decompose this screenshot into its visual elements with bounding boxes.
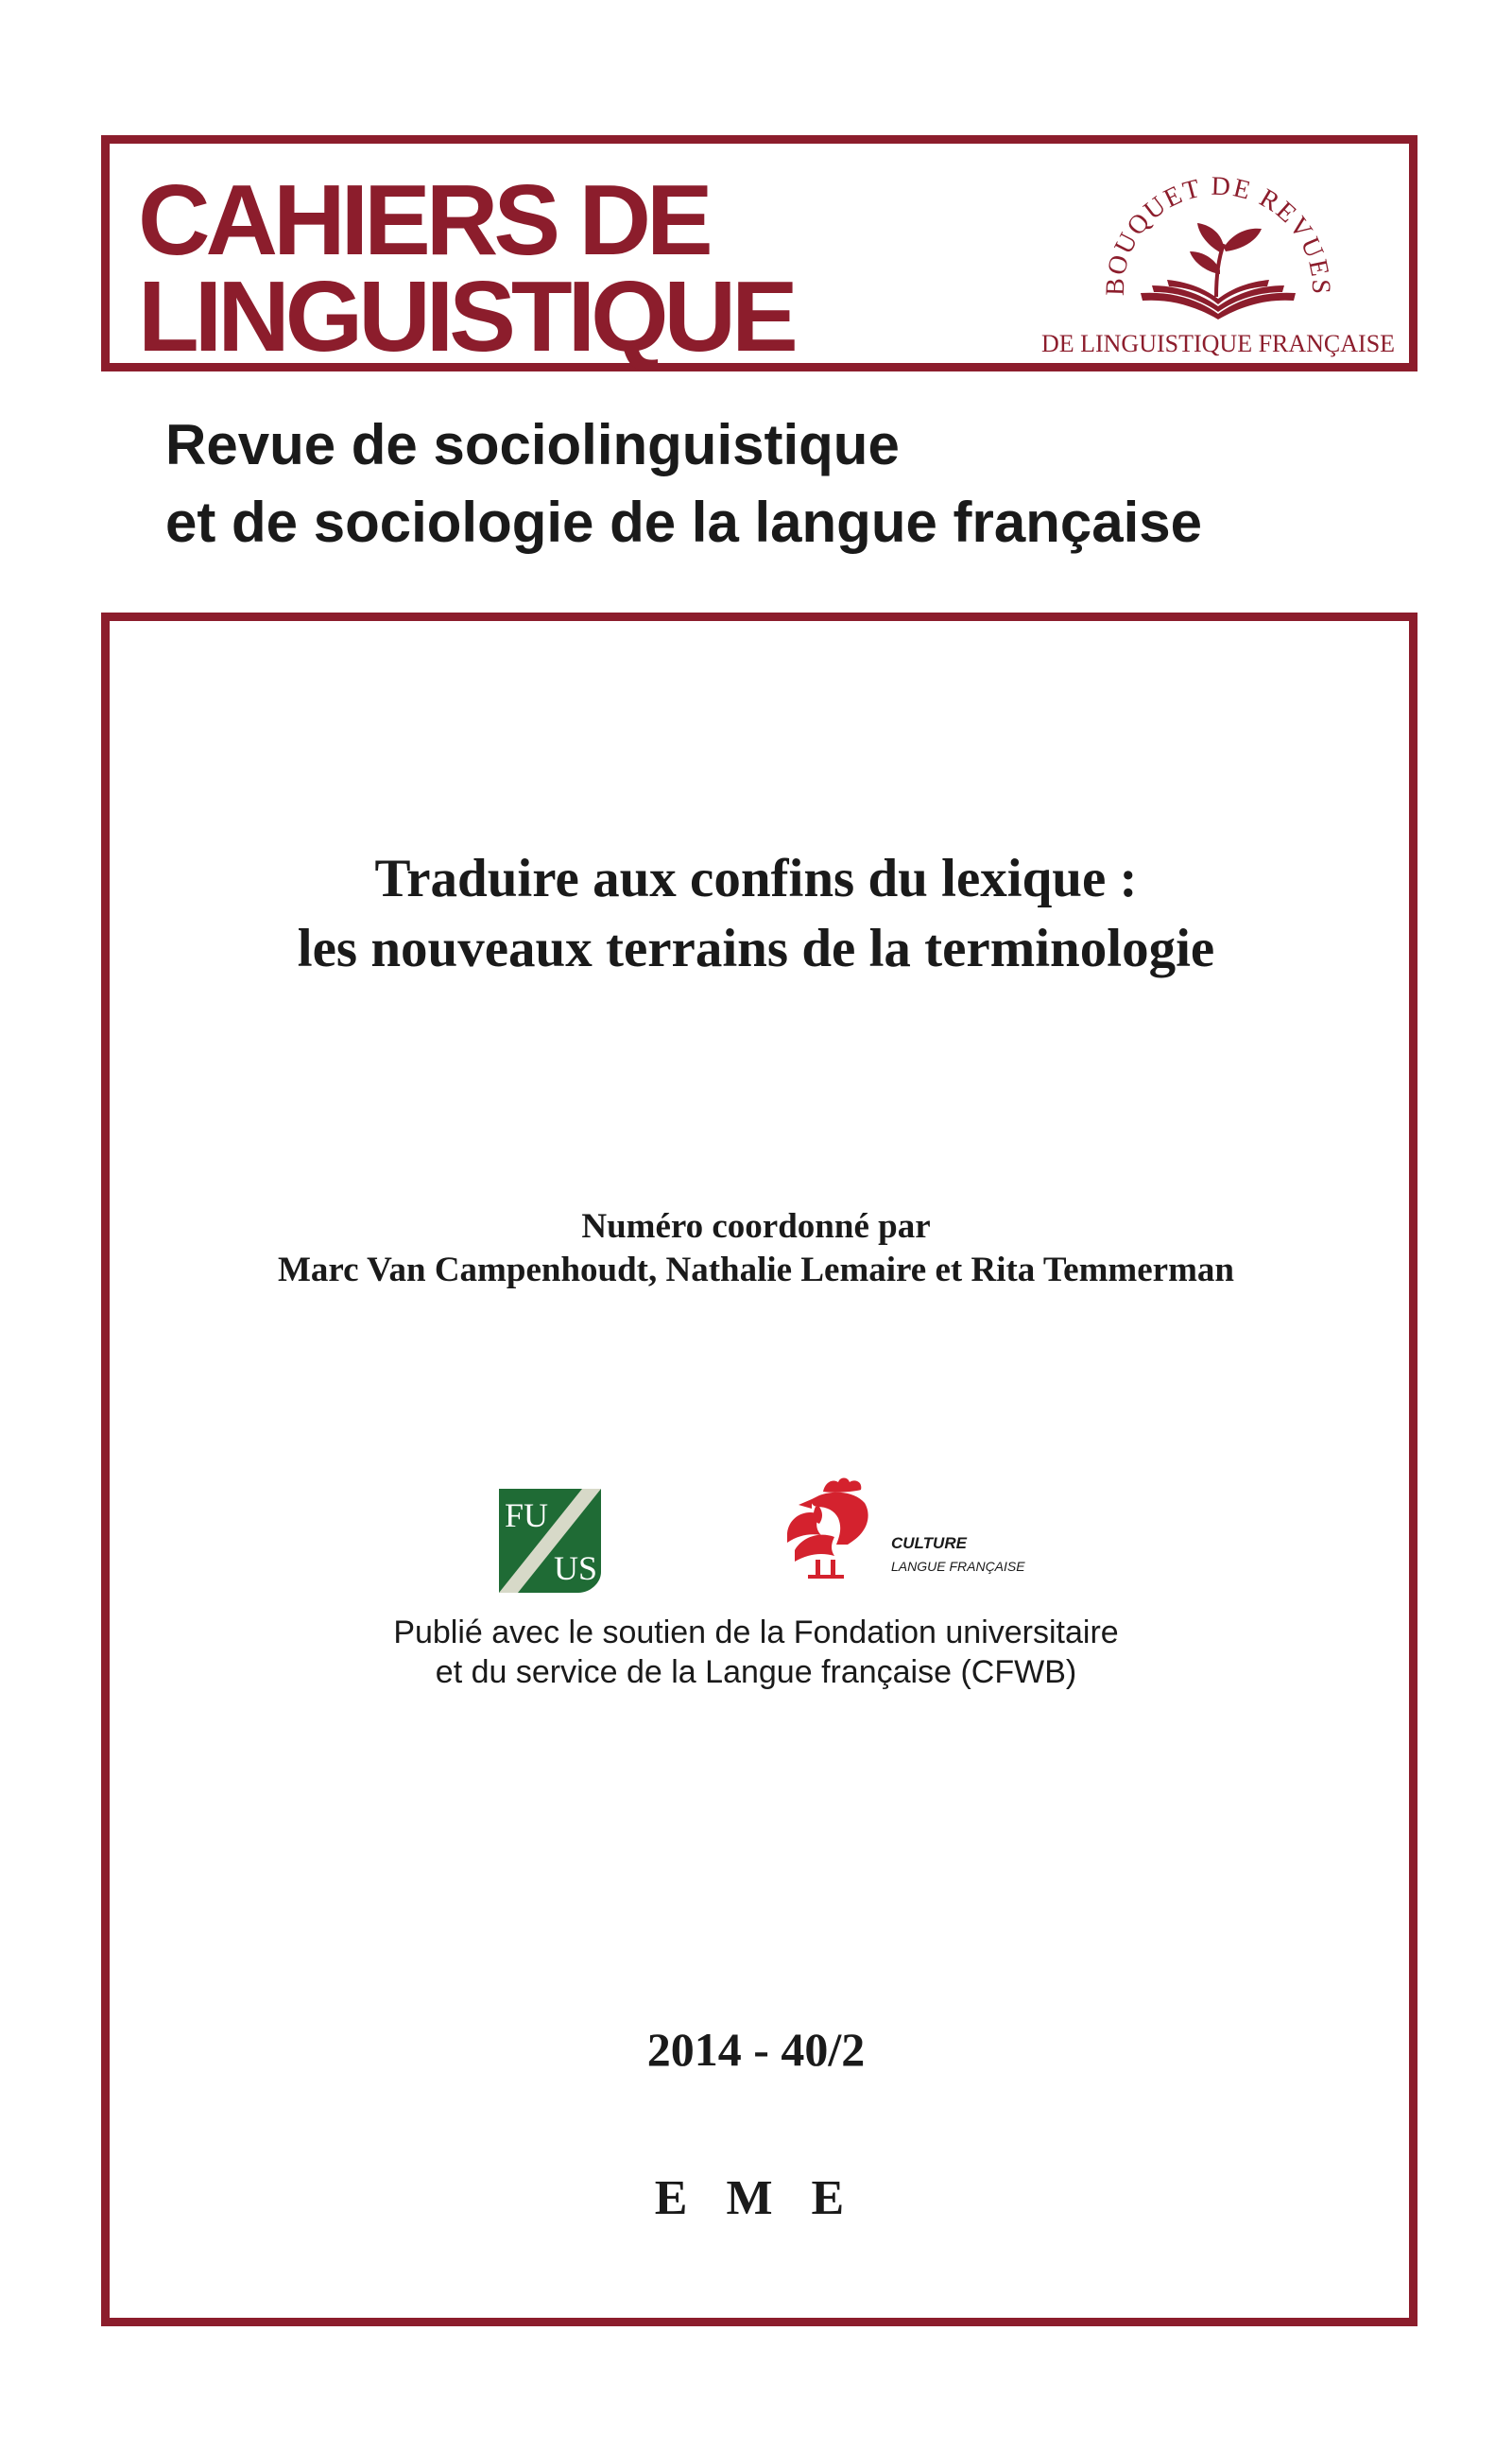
fus-logo-top-text: FU [505, 1496, 549, 1534]
coordinated-by-label: Numéro coordonné par [581, 1207, 931, 1246]
issue-number: 2014 - 40/2 [646, 2023, 866, 2076]
support-statement [0, 1613, 1512, 1692]
culture-logo-title: CULTURE [891, 1534, 967, 1552]
rooster-icon [787, 1478, 868, 1580]
support-line-1: Publié avec le soutien de la Fondation universitaire [393, 1615, 1119, 1650]
fondation-universitaire-logo [499, 1489, 601, 1593]
issue-title-line-1: Traduire aux confins du lexique : [374, 849, 1138, 908]
editors-list: Marc Van Campenhoudt, Nathalie Lemaire et Rita Temmerman [278, 1251, 1234, 1289]
culture-langue-francaise-logo [778, 1475, 1033, 1583]
issue-title-line-2: les nouveaux terrains de la terminologie [297, 919, 1215, 978]
coordination-block [0, 1205, 1512, 1292]
culture-logo-subtitle: LANGUE FRANÇAISE [891, 1559, 1025, 1574]
subtitle-line-1: Revue de sociolinguistique [165, 413, 900, 476]
journal-subtitle [165, 406, 1202, 561]
logo-arc-text: BOUQUET DE REVUES [1100, 171, 1336, 297]
issue-title [0, 844, 1512, 984]
publisher-name: E M E [654, 2171, 858, 2225]
subtitle-line-2: et de sociologie de la langue française [165, 491, 1203, 554]
journal-title-line-1: CAHIERS DE [138, 164, 709, 276]
logo-bottom-text: DE LINGUISTIQUE FRANÇAISE [1040, 330, 1396, 357]
journal-title-box [101, 135, 1418, 371]
bouquet-de-revues-logo [1029, 155, 1407, 363]
journal-title-line-2: LINGUISTIQUE [138, 261, 794, 372]
book-with-sprout-icon [1141, 223, 1296, 319]
support-line-2: et du service de la Langue française (CFWB) [435, 1654, 1077, 1690]
fus-logo-bottom-text: US [554, 1549, 598, 1587]
